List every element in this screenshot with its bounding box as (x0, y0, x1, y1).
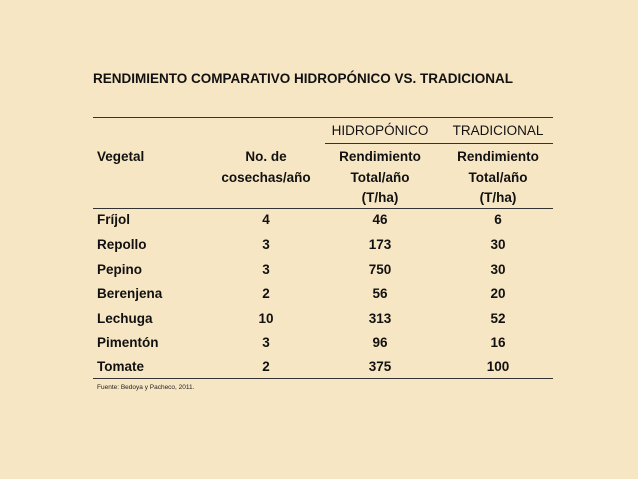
cell-cosechas: 3 (262, 335, 270, 350)
cell-vegetal: Pimentón (97, 335, 159, 350)
cell-tradicional: 52 (490, 311, 506, 326)
cell-cosechas: 10 (258, 311, 274, 326)
cell-vegetal: Lechuga (97, 311, 153, 326)
cell-tradicional: 6 (494, 212, 502, 227)
cell-tradicional: 30 (490, 237, 506, 252)
cell-hidroponico: 96 (372, 335, 388, 350)
column-header-cosechas-line2: cosechas/año (221, 170, 311, 185)
column-header-cosechas-line1: No. de (245, 149, 287, 164)
cell-tradicional: 30 (490, 262, 506, 277)
cell-hidroponico: 173 (368, 237, 392, 252)
cell-hidroponico: 46 (372, 212, 388, 227)
cell-vegetal: Fríjol (97, 212, 130, 227)
header-bottom-rule (93, 208, 553, 209)
cell-hidroponico: 750 (368, 262, 392, 277)
column-header-tra-line3: (T/ha) (479, 190, 517, 205)
cell-cosechas: 2 (262, 286, 270, 301)
table-top-rule (93, 117, 553, 118)
table-bottom-rule (93, 378, 553, 379)
cell-hidroponico: 56 (372, 286, 388, 301)
cell-vegetal: Berenjena (97, 286, 163, 301)
column-header-hid-line3: (T/ha) (361, 190, 399, 205)
cell-hidroponico: 375 (368, 359, 392, 374)
source-note: Fuente: Bedoya y Pacheco, 2011. (97, 384, 195, 391)
column-header-hid-line1: Rendimiento (339, 149, 421, 164)
column-header-vegetal: Vegetal (97, 149, 145, 164)
cell-vegetal: Tomate (97, 359, 145, 374)
cell-cosechas: 4 (262, 212, 270, 227)
cell-cosechas: 2 (262, 359, 270, 374)
cell-hidroponico: 313 (368, 311, 392, 326)
cell-tradicional: 16 (490, 335, 506, 350)
column-header-hid-line2: Total/año (350, 170, 410, 185)
slide-title: RENDIMIENTO COMPARATIVO HIDROPÓNICO VS. TRADICIONAL (93, 71, 514, 86)
group-header-hidroponico: HIDROPÓNICO (331, 123, 429, 138)
cell-vegetal: Pepino (97, 262, 143, 277)
cell-tradicional: 100 (486, 359, 510, 374)
cell-vegetal: Repollo (97, 237, 147, 252)
cell-cosechas: 3 (262, 262, 270, 277)
group-header-tradicional: TRADICIONAL (452, 123, 544, 138)
group-header-rule (325, 143, 553, 144)
column-header-tra-line2: Total/año (468, 170, 528, 185)
cell-cosechas: 3 (262, 237, 270, 252)
cell-tradicional: 20 (490, 286, 506, 301)
column-header-tra-line1: Rendimiento (457, 149, 539, 164)
